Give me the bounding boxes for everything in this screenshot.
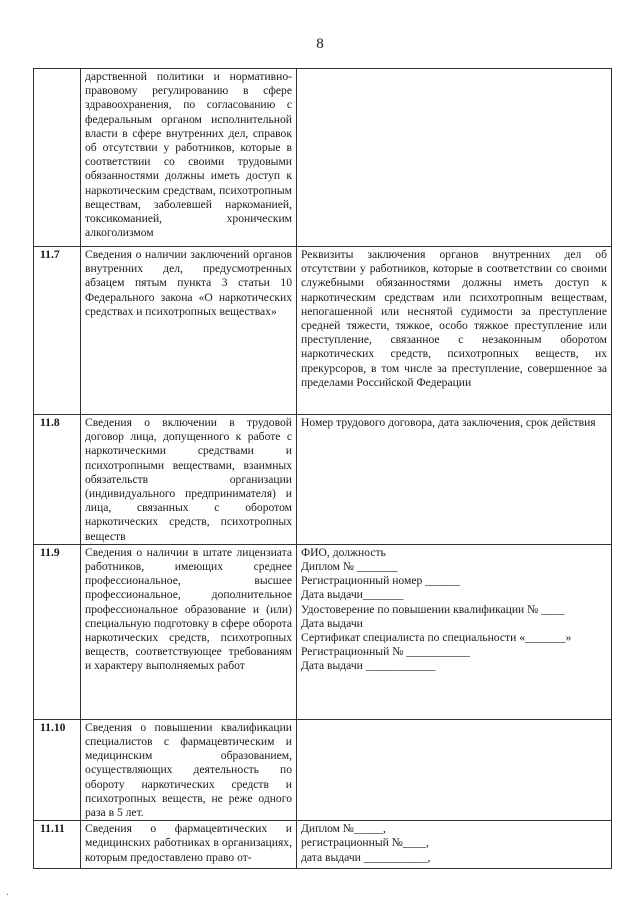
- requisite-line: Дата выдачи ____________: [301, 659, 436, 673]
- requisite-line: дата выдачи ___________,: [301, 850, 431, 864]
- requisite-line: Дата выдачи_______: [301, 588, 404, 602]
- row-description: Сведения о наличии в штате лицензиата работников, имеющих среднее профессиональное, высшее профессиональное, дополнительное профессиональное образование и (или) специальную подготовку в сфере оборота наркотических средств, психотропных веществ, соответствующее требованиям и характеру выполняемых работ: [81, 544, 297, 719]
- row-description: дарственной политики и нормативно-правовому регулированию в сфере здравоохранения, по согласованию с федеральным органом исполнительной власти в сфере внутренних дел, справок об отсутствии у работников, которые в соответствии со своими трудовыми обязанностями должны иметь доступ к наркотическим средствам, психотропным веществам, заболевшей наркоманией, токсикоманией, хроническим алкоголизмом: [81, 69, 297, 247]
- row-description: Сведения о наличии заключений органов внутренних дел, предусмотренных абзацем пятым пункта 3 статьи 10 Федерального закона «О наркотических средствах и психотропных веществах»: [81, 247, 297, 415]
- row-number: 11.11: [34, 821, 81, 869]
- row-description: Сведения о фармацевтических и медицинских работниках в организациях, которым предоставлено право от-: [81, 821, 297, 869]
- row-requisites: [297, 69, 612, 247]
- row-description: Сведения о повышении квалификации специалистов с фармацевтическим и медицинским образованием, осуществляющих деятельность по обороту наркотических средств и психотропных веществ, не реже одного раза в 5 лет.: [81, 719, 297, 820]
- requisite-line: Диплом № _______: [301, 560, 398, 574]
- row-number: 11.8: [34, 415, 81, 545]
- requisite-line: Регистрационный номер ______: [301, 574, 460, 588]
- row-requisites: [297, 821, 612, 869]
- requisite-line: Диплом №_____,: [301, 822, 386, 836]
- table-row: [34, 544, 612, 719]
- page-number: 8: [316, 36, 324, 52]
- row-number: 11.7: [34, 247, 81, 415]
- row-number: 11.10: [34, 719, 81, 820]
- requisite-line: ФИО, должность: [301, 545, 386, 559]
- requisite-line: Удостоверение по повышении квалификации № ____: [301, 602, 565, 616]
- table-row: [34, 821, 612, 869]
- requirements-table: [33, 68, 612, 869]
- table-row: [34, 415, 612, 545]
- row-requisites: [297, 544, 612, 719]
- table-row: [34, 719, 612, 820]
- requisite-line: Дата выдачи: [301, 616, 363, 630]
- row-requisites: Реквизиты заключения органов внутренних дел об отсутствии у работников, которые в соответствии со своими служебными обязанностями должны иметь доступ к наркотическим средствам или психотропным веществам, непогашенной или неснятой судимости за преступление средней тяжести, тяжкое, особо тяжкое преступление или преступление, связанное с незаконным оборотом наркотических средств, психотропных веществ, их прекурсоров, в том числе за преступление, совершенное за пределами Российской Федерации: [297, 247, 612, 415]
- row-requisites: Номер трудового договора, дата заключения, срок действия: [297, 415, 612, 545]
- row-number: [34, 69, 81, 247]
- scan-mark: ·: [6, 890, 10, 901]
- row-requisites: [297, 719, 612, 820]
- table-row: [34, 69, 612, 247]
- requisite-line: Регистрационный № ___________: [301, 645, 470, 659]
- requisite-line: Сертификат специалиста по специальности «_______»: [301, 631, 572, 645]
- row-description: Сведения о включении в трудовой договор лица, допущенного к работе с наркотическими средствами и психотропными веществами, взаимных обязательств организации (индивидуального предпринимателя) и лица, связанных с оборотом наркотических средств, психотропных веществ: [81, 415, 297, 545]
- table-row: [34, 247, 612, 415]
- row-number: 11.9: [34, 544, 81, 719]
- requisite-line: регистрационный №____,: [301, 836, 429, 850]
